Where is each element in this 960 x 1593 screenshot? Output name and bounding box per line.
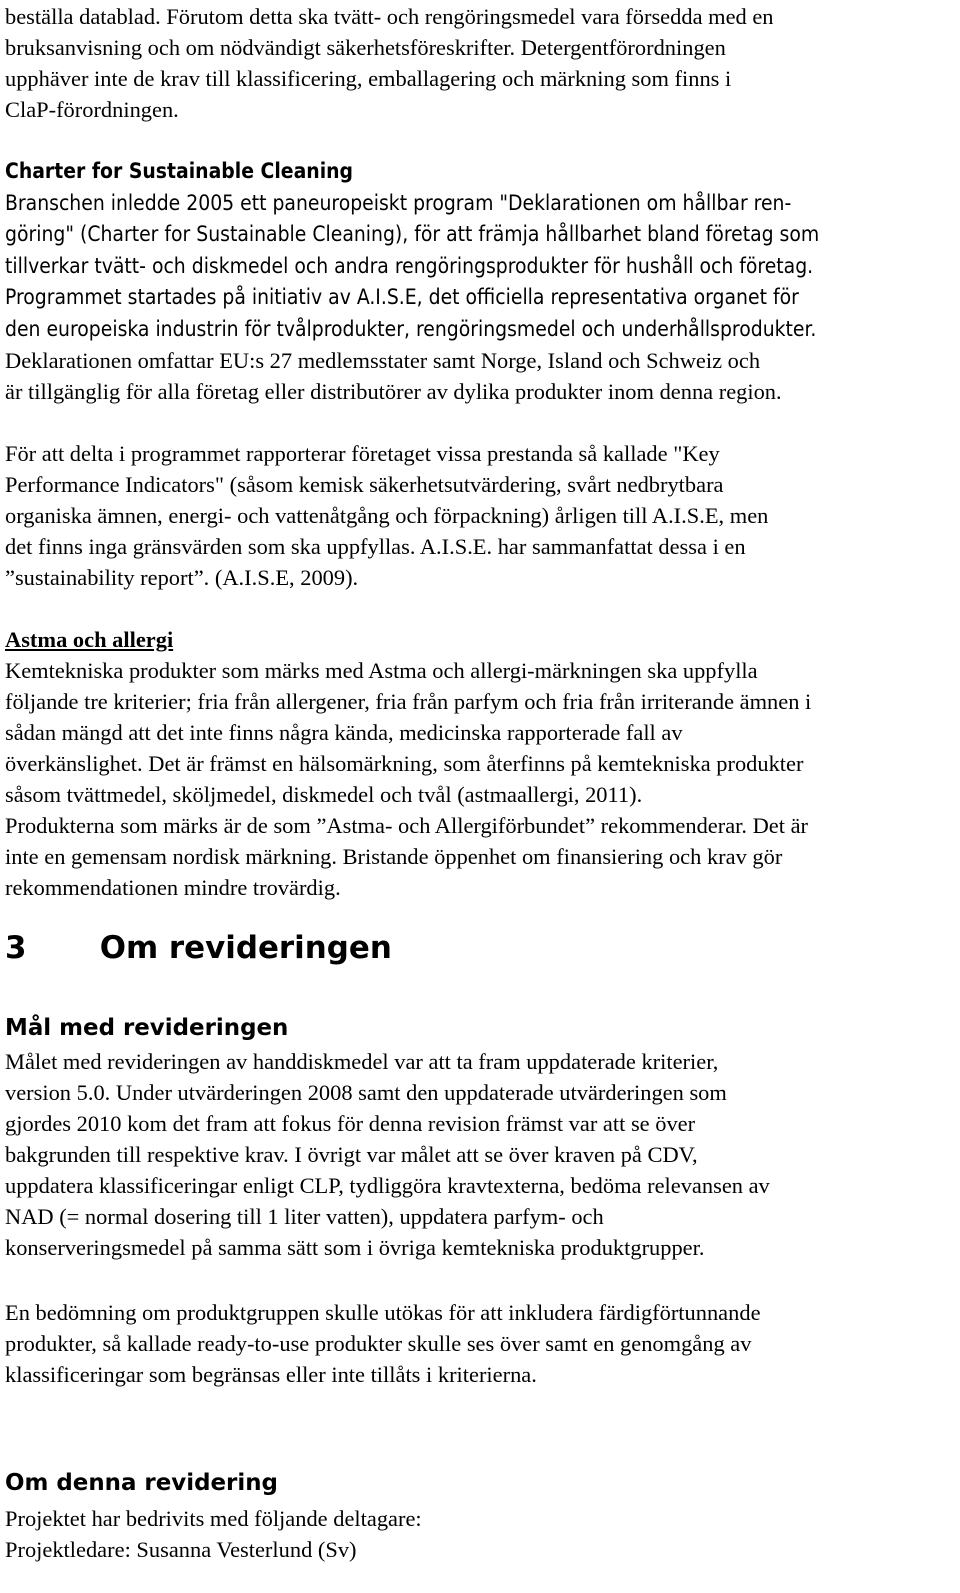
text-line: En bedömning om produktgruppen skulle utökas för att inkludera färdigförtunnande (5, 1300, 761, 1325)
section-heading: Om denna revidering (5, 1470, 278, 1496)
chapter-number: 3 (5, 930, 27, 966)
text-line: bakgrunden till respektive krav. I övrigt var målet att se över kraven på CDV, (5, 1142, 698, 1167)
text-line: Projektet har bedrivits med följande deltagare: (5, 1506, 422, 1531)
text-line: rekommendationen mindre trovärdig. (5, 875, 341, 900)
text-line: produkter, så kallade ready-to-use produkter skulle ses över samt en genomgång av (5, 1331, 752, 1356)
text-line: Produkterna som märks är de som ”Astma- och Allergiförbundet” rekommenderar. Det är (5, 813, 809, 838)
text-line: följande tre kriterier; fria från allergener, fria från parfym och fria från irriterande ämnen i (5, 689, 812, 714)
text-line: Programmet startades på initiativ av A.I.S.E, det officiella representativa organet för (5, 285, 799, 309)
section-heading: Mål med revideringen (5, 1015, 289, 1041)
text-line: klassificeringar som begränsas eller inte tillåts i kriterierna. (5, 1362, 537, 1387)
text-line: Branschen inledde 2005 ett paneuropeiskt program "Deklarationen om hållbar ren- (5, 190, 792, 215)
chapter-heading (5, 928, 947, 968)
text-line: Performance Indicators" (såsom kemisk säkerhetsutvärdering, svårt nedbrytbara (5, 472, 724, 497)
text-line: sådan mängd att det inte finns några kända, medicinska rapporterade fall av (5, 720, 683, 745)
text-line: organiska ämnen, energi- och vattenåtgång och förpackning) årligen till A.I.S.E, men (5, 503, 769, 528)
section-heading: Charter for Sustainable Cleaning (5, 159, 354, 183)
text-line: konserveringsmedel på samma sätt som i övriga kemtekniska produktgrupper. (5, 1235, 705, 1260)
text-line: Deklarationen omfattar EU:s 27 medlemsstater samt Norge, Island och Schweiz och (5, 348, 761, 373)
text-line: Projektledare: Susanna Vesterlund (Sv) (5, 1537, 357, 1562)
text-line: ”sustainability report”. (A.I.S.E, 2009). (5, 565, 359, 590)
text-line: den europeiska industrin för tvålprodukter, rengöringsmedel och underhållsprodukter. (5, 316, 817, 341)
intro-paragraph (5, 1, 950, 125)
text-line: göring" (Charter for Sustainable Cleaning), för att främja hållbarhet bland företag som (5, 222, 820, 246)
text-line: tillverkar tvätt- och diskmedel och andra rengöringsprodukter för hushåll och företag. (5, 253, 814, 278)
mal-section (5, 1046, 950, 1263)
chapter-title: Om revideringen (99, 930, 392, 966)
section-heading: Astma och allergi (5, 627, 174, 652)
text-line: För att delta i programmet rapporterar företaget vissa prestanda så kallade "Key (5, 441, 720, 466)
text-line: upphäver inte de krav till klassificering, emballagering och märkning som finns i (5, 66, 732, 91)
text-line: Kemtekniska produkter som märks med Astma och allergi-märkningen ska uppfylla (5, 658, 758, 683)
text-line: det finns inga gränsvärden som ska uppfyllas. A.I.S.E. har sammanfattat dessa i en (5, 534, 746, 559)
charter-section (5, 156, 950, 345)
text-line: gjordes 2010 kom det fram att fokus för denna revision främst var att se över (5, 1111, 696, 1136)
text-line: beställa datablad. Förutom detta ska tvätt- och rengöringsmedel vara försedda med en (5, 4, 774, 29)
text-line: bruksanvisning och om nödvändigt säkerhetsföreskrifter. Detergentförordningen (5, 35, 726, 60)
kpi-paragraph (5, 438, 950, 593)
text-line: överkänslighet. Det är främst en hälsomärkning, som återfinns på kemtekniska produkter (5, 751, 804, 776)
text-line: version 5.0. Under utvärderingen 2008 samt den uppdaterade utvärderingen som (5, 1080, 727, 1105)
text-line: NAD (= normal dosering till 1 liter vatten), uppdatera parfym- och (5, 1204, 604, 1229)
text-line: inte en gemensam nordisk märkning. Bristande öppenhet om finansiering och krav gör (5, 844, 783, 869)
om-denna-section (5, 1503, 950, 1565)
astma-section (5, 624, 950, 903)
charter-section-continued (5, 345, 950, 407)
ready-to-use-paragraph (5, 1297, 950, 1390)
text-line: Målet med revideringen av handdiskmedel var att ta fram uppdaterade kriterier, (5, 1049, 719, 1074)
text-line: uppdatera klassificeringar enligt CLP, tydliggöra kravtexterna, bedöma relevansen av (5, 1173, 770, 1198)
text-line: är tillgänglig för alla företag eller distributörer av dylika produkter inom denna region. (5, 379, 782, 404)
text-line: såsom tvättmedel, sköljmedel, diskmedel och tvål (astmaallergi, 2011). (5, 782, 643, 807)
text-line: ClaP-förordningen. (5, 97, 179, 122)
